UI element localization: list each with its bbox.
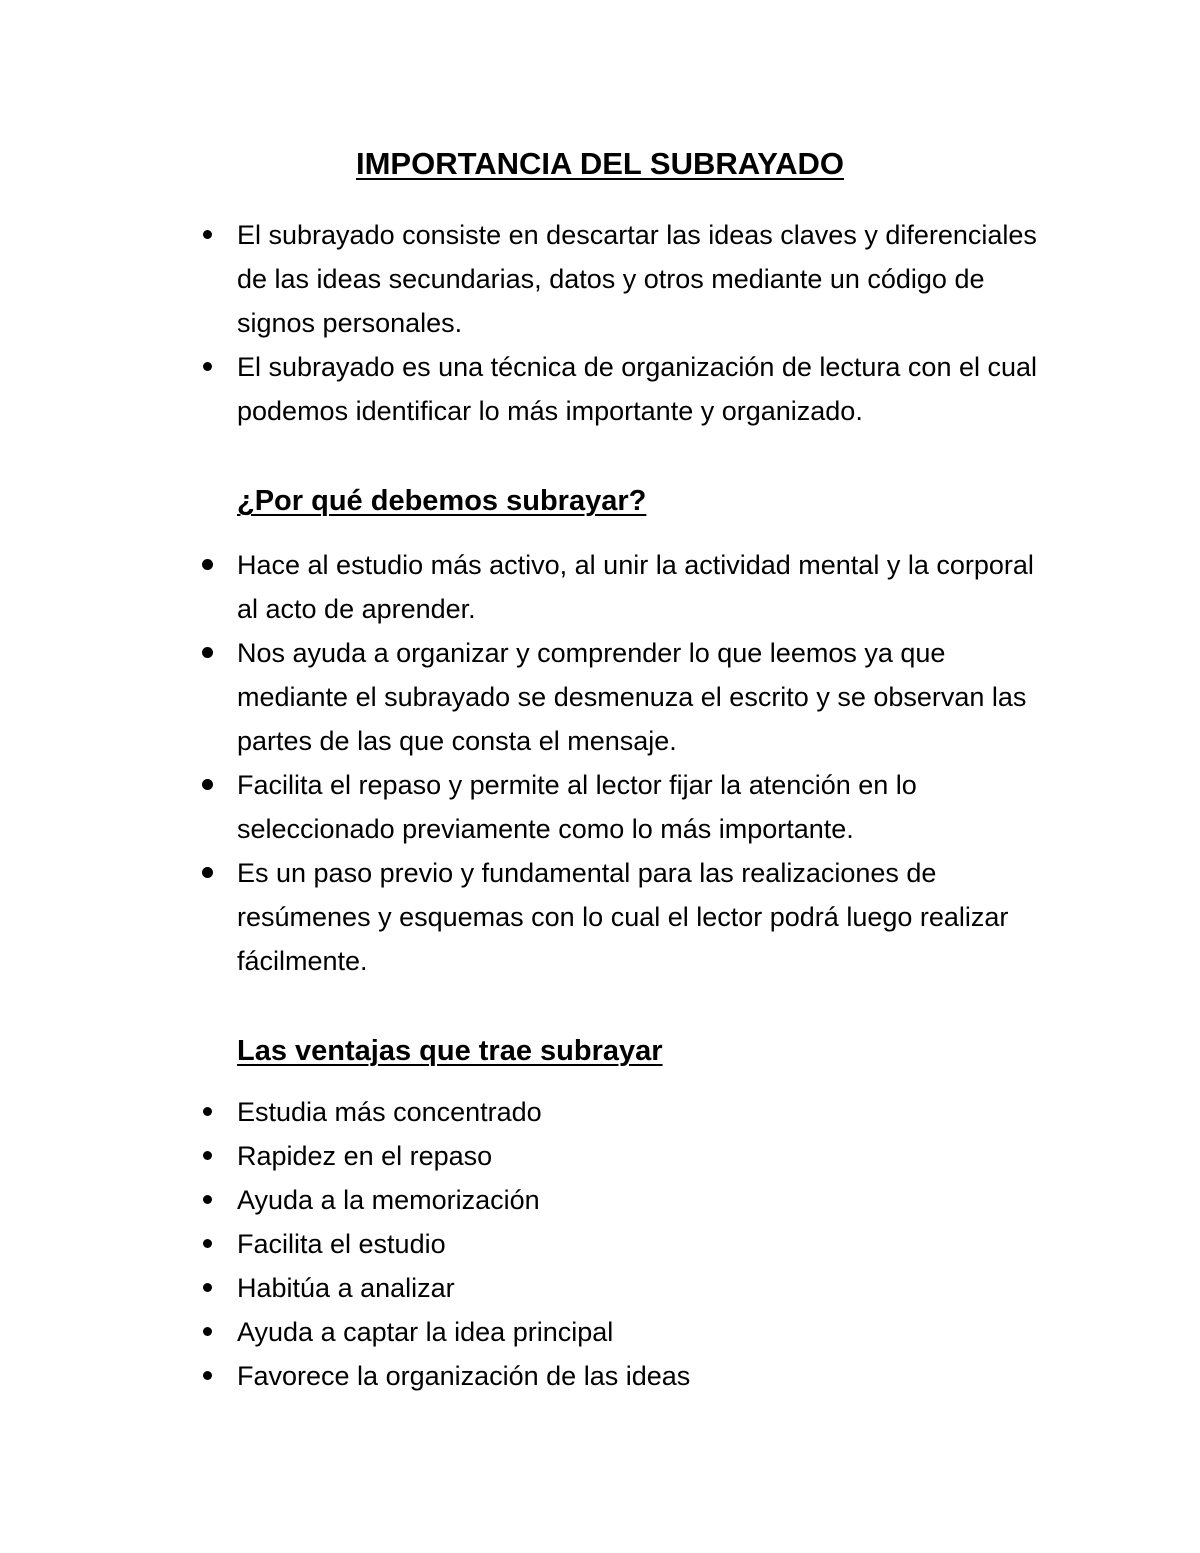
list-item-text: Nos ayuda a organizar y comprender lo que leemos ya que mediante el subrayado se desmenuza el escrito y se observan las partes de las que consta el mensaje. [237,638,1027,756]
list-item [200,763,1060,851]
why-bullet-list [200,543,1060,983]
list-item [200,345,1060,433]
list-item [200,1222,1060,1266]
list-item-text: Rapidez en el repaso [237,1141,493,1171]
list-item-text: Habitúa a analizar [237,1273,455,1303]
list-item-text: Favorece la organización de las ideas [237,1361,691,1391]
list-item-text: El subrayado consiste en descartar las ideas claves y diferenciales de las ideas secundarias, datos y otros mediante un código de signos personales. [237,220,1037,338]
list-item [200,1134,1060,1178]
list-item-text: Es un paso previo y fundamental para las realizaciones de resúmenes y esquemas con lo cual el lector podrá luego realizar fácilmente. [237,858,1009,976]
bullet-icon [202,559,213,570]
bullet-icon [203,1195,212,1204]
bullet-icon [203,1239,212,1248]
list-item [200,1090,1060,1134]
section-heading-why: ¿Por qué debemos subrayar? [237,485,647,517]
advantages-bullet-list [200,1090,1060,1398]
list-item-text: Ayuda a la memorización [237,1185,540,1215]
bullet-icon [202,867,213,878]
list-item [200,1354,1060,1398]
list-item-text: Ayuda a captar la idea principal [237,1317,614,1347]
list-item [200,1310,1060,1354]
bullet-icon [203,1151,212,1160]
list-item-text: El subrayado es una técnica de organización de lectura con el cual podemos identificar lo más importante y organizado. [237,352,1038,426]
intro-bullet-list [200,213,1060,433]
bullet-icon [203,1371,212,1380]
document-title: IMPORTANCIA DEL SUBRAYADO [355,146,845,181]
bullet-icon [202,647,213,658]
list-item-text: Estudia más concentrado [237,1097,542,1127]
list-item [200,851,1060,983]
list-item-text: Facilita el estudio [237,1229,446,1259]
list-item [200,1266,1060,1310]
bullet-icon [203,1107,212,1116]
list-item [200,213,1060,345]
bullet-icon [203,230,212,239]
bullet-icon [202,779,213,790]
bullet-icon [203,362,212,371]
bullet-icon [203,1283,212,1292]
list-item-text: Facilita el repaso y permite al lector fijar la atención en lo seleccionado previamente como lo más importante. [237,770,917,844]
list-item [200,543,1060,631]
list-item [200,1178,1060,1222]
list-item-text: Hace al estudio más activo, al unir la actividad mental y la corporal al acto de aprender. [237,550,1034,624]
section-heading-advantages: Las ventajas que trae subrayar [237,1035,663,1067]
bullet-icon [203,1327,212,1336]
list-item [200,631,1060,763]
